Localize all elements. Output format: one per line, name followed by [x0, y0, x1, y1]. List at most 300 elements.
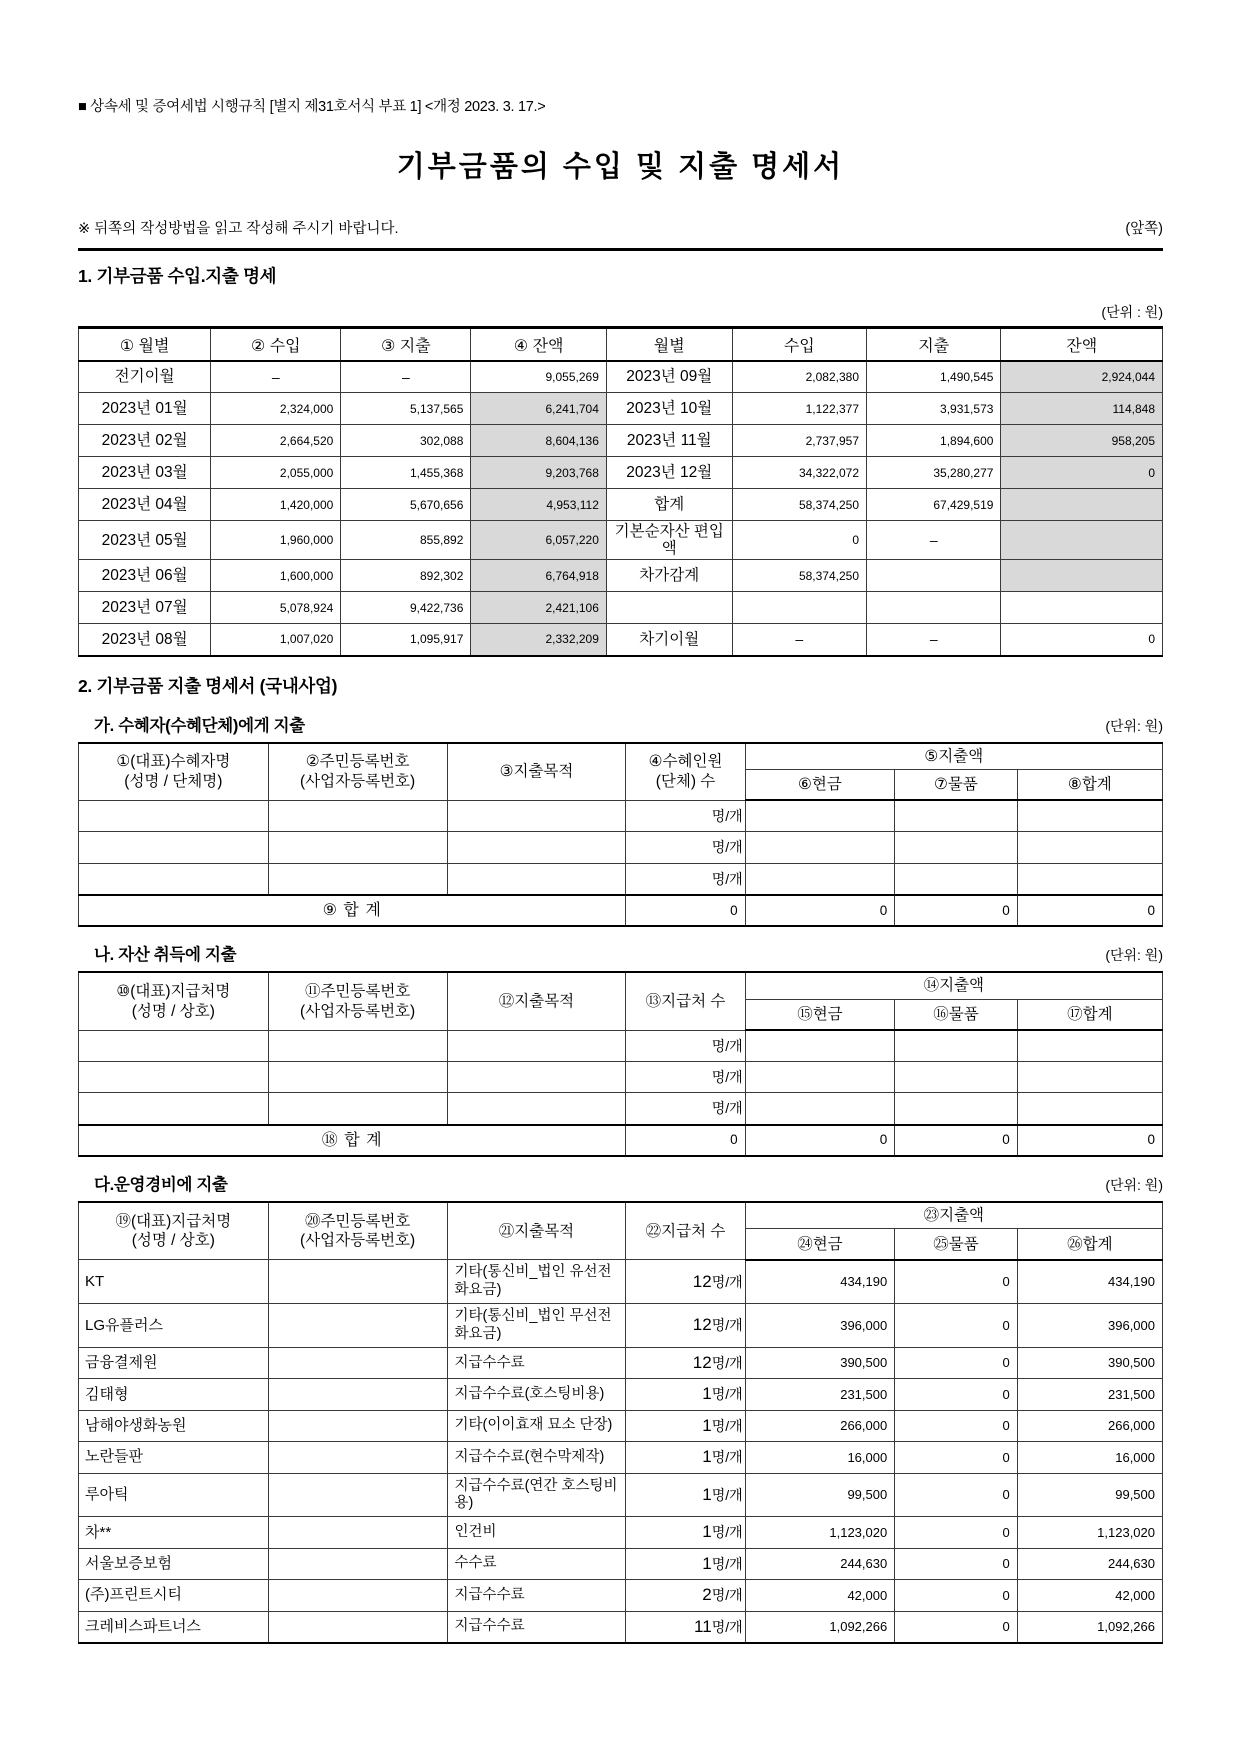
total-amount-cell	[1017, 1062, 1162, 1093]
count-cell	[626, 863, 745, 895]
amount-cell: –	[211, 361, 341, 393]
col-header-total: ⑰합계	[1017, 999, 1162, 1030]
month-cell: 차기이월	[606, 624, 732, 656]
amount-cell: 1,600,000	[211, 560, 341, 592]
total-amount-cell	[1017, 800, 1162, 831]
total-amount-cell: 396,000	[1017, 1304, 1162, 1348]
page-title: 기부금품의 수입 및 지출 명세서	[396, 151, 845, 183]
cash-amount-cell	[745, 832, 895, 863]
note-row	[78, 217, 1163, 238]
total-count-cell: 0	[626, 1125, 745, 1156]
goods-amount-cell: 0	[895, 1580, 1017, 1611]
table-header-row	[79, 1202, 1163, 1229]
count-unit-suffix: 명/개	[711, 1417, 743, 1434]
payee-name-cell	[79, 1062, 269, 1093]
payee-name-cell	[79, 1093, 269, 1125]
total-amount-cell	[1017, 832, 1162, 863]
subsection-a-title: 가. 수혜자(수혜단체)에게 지출	[94, 716, 305, 735]
month-cell: 2023년 08월	[79, 624, 211, 656]
monthly-row	[79, 393, 1163, 425]
expense-row	[79, 1030, 1163, 1061]
total-count-cell: 0	[626, 895, 745, 926]
purpose-cell: 지급수수료(연간 호스팅비용)	[447, 1473, 626, 1517]
payee-name-cell	[79, 800, 269, 831]
payee-name-cell: 서울보증보험	[79, 1548, 269, 1579]
amount-cell: 0	[1001, 624, 1163, 656]
amount-cell: 5,137,565	[341, 393, 471, 425]
amount-cell: 2,421,106	[471, 592, 606, 624]
subsection-c-unit: (단위: 원)	[1105, 1177, 1163, 1194]
cash-amount-cell: 434,190	[745, 1260, 895, 1304]
total-amount-cell	[1017, 863, 1162, 895]
total-amount-cell: 99,500	[1017, 1473, 1162, 1517]
subsection-b-header	[78, 941, 1163, 965]
count-unit-suffix: 명/개	[711, 1524, 743, 1541]
registration-number-cell	[268, 832, 447, 863]
col-header-goods: ⑦물품	[895, 769, 1017, 800]
col-header-purpose: ⑫지출목적	[447, 972, 626, 1030]
goods-amount-cell: 0	[895, 1517, 1017, 1548]
subsection-a-header	[78, 712, 1163, 736]
monthly-row	[79, 425, 1163, 457]
registration-number-cell	[268, 1304, 447, 1348]
amount-cell: 2,332,209	[471, 624, 606, 656]
count-cell	[626, 800, 745, 831]
col-header-name: ⑩(대표)지급처명 (성명 / 상호)	[79, 972, 269, 1030]
expense-row	[79, 1062, 1163, 1093]
amount-cell: 2,924,044	[1001, 361, 1163, 393]
amount-cell: 34,322,072	[732, 457, 866, 489]
col-header-count: ㉒지급처 수	[626, 1202, 745, 1260]
expense-row	[79, 1348, 1163, 1379]
total-goods-cell: 0	[895, 895, 1017, 926]
subsection-a-unit: (단위: 원)	[1105, 717, 1163, 734]
count-cell	[626, 1093, 745, 1125]
amount-cell: 1,122,377	[732, 393, 866, 425]
total-goods-cell: 0	[895, 1125, 1017, 1156]
col-header-amount-group: ㉓지출액	[745, 1202, 1162, 1229]
table-header-row	[79, 743, 1163, 770]
total-amount-cell: 244,630	[1017, 1548, 1162, 1579]
monthly-row	[79, 457, 1163, 489]
count-value: 1	[702, 1553, 712, 1573]
amount-cell: 8,604,136	[471, 425, 606, 457]
amount-cell: 2,324,000	[211, 393, 341, 425]
expense-row	[79, 1304, 1163, 1348]
purpose-cell: 기타(이이효재 묘소 단장)	[447, 1410, 626, 1441]
count-cell	[626, 832, 745, 863]
amount-cell	[1001, 592, 1163, 624]
divider-rule	[78, 248, 1163, 251]
registration-number-cell	[268, 1473, 447, 1517]
amount-cell: 35,280,277	[867, 457, 1001, 489]
purpose-cell	[447, 863, 626, 895]
total-amount-cell: 16,000	[1017, 1442, 1162, 1473]
amount-cell: 67,429,519	[867, 489, 1001, 521]
goods-amount-cell	[895, 800, 1017, 831]
expense-row	[79, 1580, 1163, 1611]
amount-cell: 6,764,918	[471, 560, 606, 592]
total-sum-cell: 0	[1017, 895, 1162, 926]
total-amount-cell: 1,123,020	[1017, 1517, 1162, 1548]
subsection-b-unit: (단위: 원)	[1105, 947, 1163, 964]
purpose-cell: 지급수수료	[447, 1348, 626, 1379]
goods-amount-cell: 0	[895, 1611, 1017, 1643]
payee-name-cell: 차**	[79, 1517, 269, 1548]
cash-amount-cell	[745, 863, 895, 895]
col-header-regno: ⑳주민등록번호 (사업자등록번호)	[268, 1202, 447, 1260]
purpose-cell	[447, 1030, 626, 1061]
amount-cell: 58,374,250	[732, 489, 866, 521]
count-unit-suffix: 명/개	[711, 870, 743, 887]
count-unit-suffix: 명/개	[711, 1449, 743, 1466]
table-header-row	[79, 972, 1163, 999]
goods-amount-cell	[895, 1093, 1017, 1125]
registration-number-cell	[268, 1030, 447, 1061]
expense-row	[79, 1611, 1163, 1643]
cash-amount-cell	[745, 1093, 895, 1125]
amount-cell: –	[732, 624, 866, 656]
total-amount-cell: 231,500	[1017, 1379, 1162, 1410]
section1-unit-label: (단위 : 원)	[1101, 304, 1163, 320]
amount-cell: 1,095,917	[341, 624, 471, 656]
col-header-goods: ㉕물품	[895, 1229, 1017, 1260]
col-header-total: ㉖합계	[1017, 1229, 1162, 1260]
month-cell: 2023년 10월	[606, 393, 732, 425]
amount-cell: 2,082,380	[732, 361, 866, 393]
total-amount-cell	[1017, 1030, 1162, 1061]
count-cell	[626, 1260, 745, 1304]
purpose-cell: 수수료	[447, 1548, 626, 1579]
col-header-count: ④수혜인원 (단체) 수	[626, 743, 745, 801]
month-cell: 전기이월	[79, 361, 211, 393]
col-header-amount-group: ⑤지출액	[745, 743, 1162, 770]
payee-name-cell: 금융결제원	[79, 1348, 269, 1379]
count-cell	[626, 1548, 745, 1579]
expense-row	[79, 1548, 1163, 1579]
total-amount-cell: 390,500	[1017, 1348, 1162, 1379]
registration-number-cell	[268, 1410, 447, 1441]
month-cell: 기본순자산 편입액	[606, 521, 732, 560]
expense-row	[79, 1379, 1163, 1410]
total-row	[79, 1125, 1163, 1156]
amount-cell: 2,737,957	[732, 425, 866, 457]
amount-cell: –	[341, 361, 471, 393]
count-value: 12	[692, 1271, 712, 1291]
page-side-label: (앞쪽)	[1125, 221, 1163, 237]
payee-name-cell	[79, 1030, 269, 1061]
amount-cell: 958,205	[1001, 425, 1163, 457]
col-header-expense-2: 지출	[867, 328, 1001, 361]
amount-cell: 9,203,768	[471, 457, 606, 489]
cash-amount-cell: 231,500	[745, 1379, 895, 1410]
registration-number-cell	[268, 1517, 447, 1548]
col-header-count: ⑬지급처 수	[626, 972, 745, 1030]
goods-amount-cell	[895, 1030, 1017, 1061]
amount-cell: 0	[1001, 457, 1163, 489]
cash-amount-cell: 16,000	[745, 1442, 895, 1473]
col-header-balance: ④ 잔액	[471, 328, 606, 361]
month-cell: 2023년 12월	[606, 457, 732, 489]
month-cell: 합계	[606, 489, 732, 521]
count-unit-suffix: 명/개	[711, 1486, 743, 1503]
amount-cell	[1001, 560, 1163, 592]
payee-name-cell	[79, 832, 269, 863]
subsection-b-title: 나. 자산 취득에 지출	[94, 946, 237, 965]
cash-amount-cell: 390,500	[745, 1348, 895, 1379]
count-value: 12	[692, 1315, 712, 1335]
monthly-table-body	[79, 361, 1163, 656]
expense-row	[79, 1260, 1163, 1304]
col-header-cash: ⑥현금	[745, 769, 895, 800]
count-unit-suffix: 명/개	[711, 839, 743, 856]
amount-cell: 0	[732, 521, 866, 560]
monthly-row	[79, 592, 1163, 624]
month-cell: 2023년 02월	[79, 425, 211, 457]
payee-name-cell: (주)프린트시티	[79, 1580, 269, 1611]
goods-amount-cell: 0	[895, 1410, 1017, 1441]
col-header-purpose: ③지출목적	[447, 743, 626, 801]
operating-table-body	[79, 1260, 1163, 1643]
count-unit-suffix: 명/개	[711, 1587, 743, 1604]
purpose-cell	[447, 1093, 626, 1125]
registration-number-cell	[268, 1580, 447, 1611]
expense-row	[79, 832, 1163, 863]
count-unit-suffix: 명/개	[711, 1355, 743, 1371]
purpose-cell: 기타(통신비_법인 유선전화요금)	[447, 1260, 626, 1304]
col-header-goods: ⑯물품	[895, 999, 1017, 1030]
col-header-name: ①(대표)수혜자명 (성명 / 단체명)	[79, 743, 269, 801]
total-amount-cell: 1,092,266	[1017, 1611, 1162, 1643]
payee-name-cell: 남해야생화농원	[79, 1410, 269, 1441]
count-unit-suffix: 명/개	[711, 1100, 743, 1117]
registration-number-cell	[268, 863, 447, 895]
amount-cell: 1,420,000	[211, 489, 341, 521]
count-unit-suffix: 명/개	[711, 1069, 743, 1086]
monthly-row	[79, 521, 1163, 560]
cash-amount-cell: 1,092,266	[745, 1611, 895, 1643]
count-cell	[626, 1030, 745, 1061]
purpose-cell: 인건비	[447, 1517, 626, 1548]
count-cell	[626, 1442, 745, 1473]
operating-expense-table	[78, 1201, 1163, 1644]
fill-instruction-note: ※ 뒤쪽의 작성방법을 읽고 작성해 주시기 바랍니다.	[78, 221, 399, 237]
amount-cell: 1,960,000	[211, 521, 341, 560]
cash-amount-cell: 99,500	[745, 1473, 895, 1517]
table-header-row	[79, 328, 1163, 361]
col-header-regno: ⑪주민등록번호 (사업자등록번호)	[268, 972, 447, 1030]
count-cell	[626, 1611, 745, 1643]
total-sum-cell: 0	[1017, 1125, 1162, 1156]
amount-cell: 5,078,924	[211, 592, 341, 624]
payee-name-cell	[79, 863, 269, 895]
purpose-cell	[447, 800, 626, 831]
expense-row	[79, 1517, 1163, 1548]
count-value: 1	[702, 1415, 712, 1435]
expense-row	[79, 1473, 1163, 1517]
amount-cell: 1,007,020	[211, 624, 341, 656]
amount-cell: 6,057,220	[471, 521, 606, 560]
goods-amount-cell	[895, 863, 1017, 895]
count-value: 2	[702, 1585, 712, 1605]
expense-row	[79, 1442, 1163, 1473]
amount-cell: 1,455,368	[341, 457, 471, 489]
expense-row	[79, 800, 1163, 831]
purpose-cell: 지급수수료	[447, 1580, 626, 1611]
section1-title: 1. 기부금품 수입.지출 명세	[78, 266, 277, 286]
goods-amount-cell: 0	[895, 1442, 1017, 1473]
col-header-name: ⑲(대표)지급처명 (성명 / 상호)	[79, 1202, 269, 1260]
section2-title: 2. 기부금품 지출 명세서 (국내사업)	[78, 675, 338, 696]
registration-number-cell	[268, 1379, 447, 1410]
asset-acquisition-table	[78, 971, 1163, 1157]
count-cell	[626, 1062, 745, 1093]
count-unit-suffix: 명/개	[711, 807, 743, 824]
total-row	[79, 895, 1163, 926]
cash-amount-cell: 42,000	[745, 1580, 895, 1611]
expense-row	[79, 1093, 1163, 1125]
total-amount-cell: 434,190	[1017, 1260, 1162, 1304]
payee-name-cell: KT	[79, 1260, 269, 1304]
total-amount-cell: 42,000	[1017, 1580, 1162, 1611]
month-cell: 2023년 05월	[79, 521, 211, 560]
month-cell: 2023년 11월	[606, 425, 732, 457]
month-cell: 2023년 01월	[79, 393, 211, 425]
col-header-purpose: ㉑지출목적	[447, 1202, 626, 1260]
count-unit-suffix: 명/개	[711, 1618, 743, 1635]
amount-cell: 2,055,000	[211, 457, 341, 489]
amount-cell	[1001, 521, 1163, 560]
purpose-cell	[447, 832, 626, 863]
goods-amount-cell: 0	[895, 1260, 1017, 1304]
goods-amount-cell	[895, 832, 1017, 863]
count-unit-suffix: 명/개	[711, 1317, 743, 1334]
month-cell: 2023년 04월	[79, 489, 211, 521]
cash-amount-cell: 1,123,020	[745, 1517, 895, 1548]
amount-cell: 2,664,520	[211, 425, 341, 457]
purpose-cell: 지급수수료(호스팅비용)	[447, 1379, 626, 1410]
cash-amount-cell	[745, 800, 895, 831]
count-value: 11	[694, 1616, 712, 1636]
month-cell	[606, 592, 732, 624]
beneficiary-expense-table	[78, 742, 1163, 928]
count-cell	[626, 1379, 745, 1410]
amount-cell: 855,892	[341, 521, 471, 560]
registration-number-cell	[268, 1093, 447, 1125]
cash-amount-cell: 244,630	[745, 1548, 895, 1579]
count-value: 1	[702, 1522, 712, 1542]
goods-amount-cell: 0	[895, 1379, 1017, 1410]
goods-amount-cell: 0	[895, 1304, 1017, 1348]
month-cell: 2023년 06월	[79, 560, 211, 592]
registration-number-cell	[268, 1062, 447, 1093]
count-cell	[626, 1580, 745, 1611]
monthly-income-expense-table	[78, 326, 1163, 657]
col-header-month-2: 월별	[606, 328, 732, 361]
purpose-cell: 기타(통신비_법인 무선전화요금)	[447, 1304, 626, 1348]
cash-amount-cell	[745, 1030, 895, 1061]
amount-cell: –	[867, 624, 1001, 656]
col-header-cash: ㉔현금	[745, 1229, 895, 1260]
amount-cell: 9,055,269	[471, 361, 606, 393]
count-value: 12	[692, 1353, 712, 1372]
amount-cell: 114,848	[1001, 393, 1163, 425]
registration-number-cell	[268, 1611, 447, 1643]
amount-cell	[732, 592, 866, 624]
col-header-regno: ②주민등록번호 (사업자등록번호)	[268, 743, 447, 801]
total-cash-cell: 0	[745, 895, 895, 926]
total-cash-cell: 0	[745, 1125, 895, 1156]
col-header-amount-group: ⑭지출액	[745, 972, 1162, 999]
amount-cell: 3,931,573	[867, 393, 1001, 425]
amount-cell	[867, 592, 1001, 624]
form-reference: ■ 상속세 및 증여세법 시행규칙 [별지 제31호서식 부표 1] <개정 2023. 3. 17.>	[78, 99, 546, 115]
beneficiary-table-body	[79, 800, 1163, 926]
total-amount-cell	[1017, 1093, 1162, 1125]
goods-amount-cell: 0	[895, 1473, 1017, 1517]
count-value: 1	[702, 1484, 712, 1504]
purpose-cell: 지급수수료	[447, 1611, 626, 1643]
col-header-cash: ⑮현금	[745, 999, 895, 1030]
amount-cell: –	[867, 521, 1001, 560]
col-header-balance-2: 잔액	[1001, 328, 1163, 361]
payee-name-cell: 노란들판	[79, 1442, 269, 1473]
payee-name-cell: LG유플러스	[79, 1304, 269, 1348]
total-amount-cell: 266,000	[1017, 1410, 1162, 1441]
col-header-income: ② 수입	[211, 328, 341, 361]
cash-amount-cell: 266,000	[745, 1410, 895, 1441]
total-label-cell: ⑨ 합 계	[79, 895, 626, 926]
amount-cell: 892,302	[341, 560, 471, 592]
purpose-cell: 지급수수료(현수막제작)	[447, 1442, 626, 1473]
amount-cell: 58,374,250	[732, 560, 866, 592]
count-cell	[626, 1473, 745, 1517]
registration-number-cell	[268, 1260, 447, 1304]
registration-number-cell	[268, 1348, 447, 1379]
amount-cell: 302,088	[341, 425, 471, 457]
amount-cell: 6,241,704	[471, 393, 606, 425]
amount-cell: 1,490,545	[867, 361, 1001, 393]
monthly-row	[79, 624, 1163, 656]
monthly-row	[79, 361, 1163, 393]
amount-cell	[1001, 489, 1163, 521]
amount-cell: 9,422,736	[341, 592, 471, 624]
expense-row	[79, 863, 1163, 895]
registration-number-cell	[268, 1442, 447, 1473]
count-cell	[626, 1410, 745, 1441]
col-header-total: ⑧합계	[1017, 769, 1162, 800]
monthly-row	[79, 560, 1163, 592]
count-unit-suffix: 명/개	[711, 1037, 743, 1054]
subsection-c-title: 다.운영경비에 지출	[94, 1176, 228, 1195]
payee-name-cell: 크레비스파트너스	[79, 1611, 269, 1643]
registration-number-cell	[268, 800, 447, 831]
goods-amount-cell	[895, 1062, 1017, 1093]
count-value: 1	[702, 1447, 712, 1467]
month-cell: 2023년 03월	[79, 457, 211, 489]
col-header-expense: ③ 지출	[341, 328, 471, 361]
month-cell: 2023년 09월	[606, 361, 732, 393]
amount-cell	[867, 560, 1001, 592]
monthly-row	[79, 489, 1163, 521]
total-label-cell: ⑱ 합 계	[79, 1125, 626, 1156]
payee-name-cell: 루아틱	[79, 1473, 269, 1517]
count-cell	[626, 1304, 745, 1348]
month-cell: 2023년 07월	[79, 592, 211, 624]
amount-cell: 4,953,112	[471, 489, 606, 521]
expense-row	[79, 1410, 1163, 1441]
subsection-c-header	[78, 1171, 1163, 1195]
